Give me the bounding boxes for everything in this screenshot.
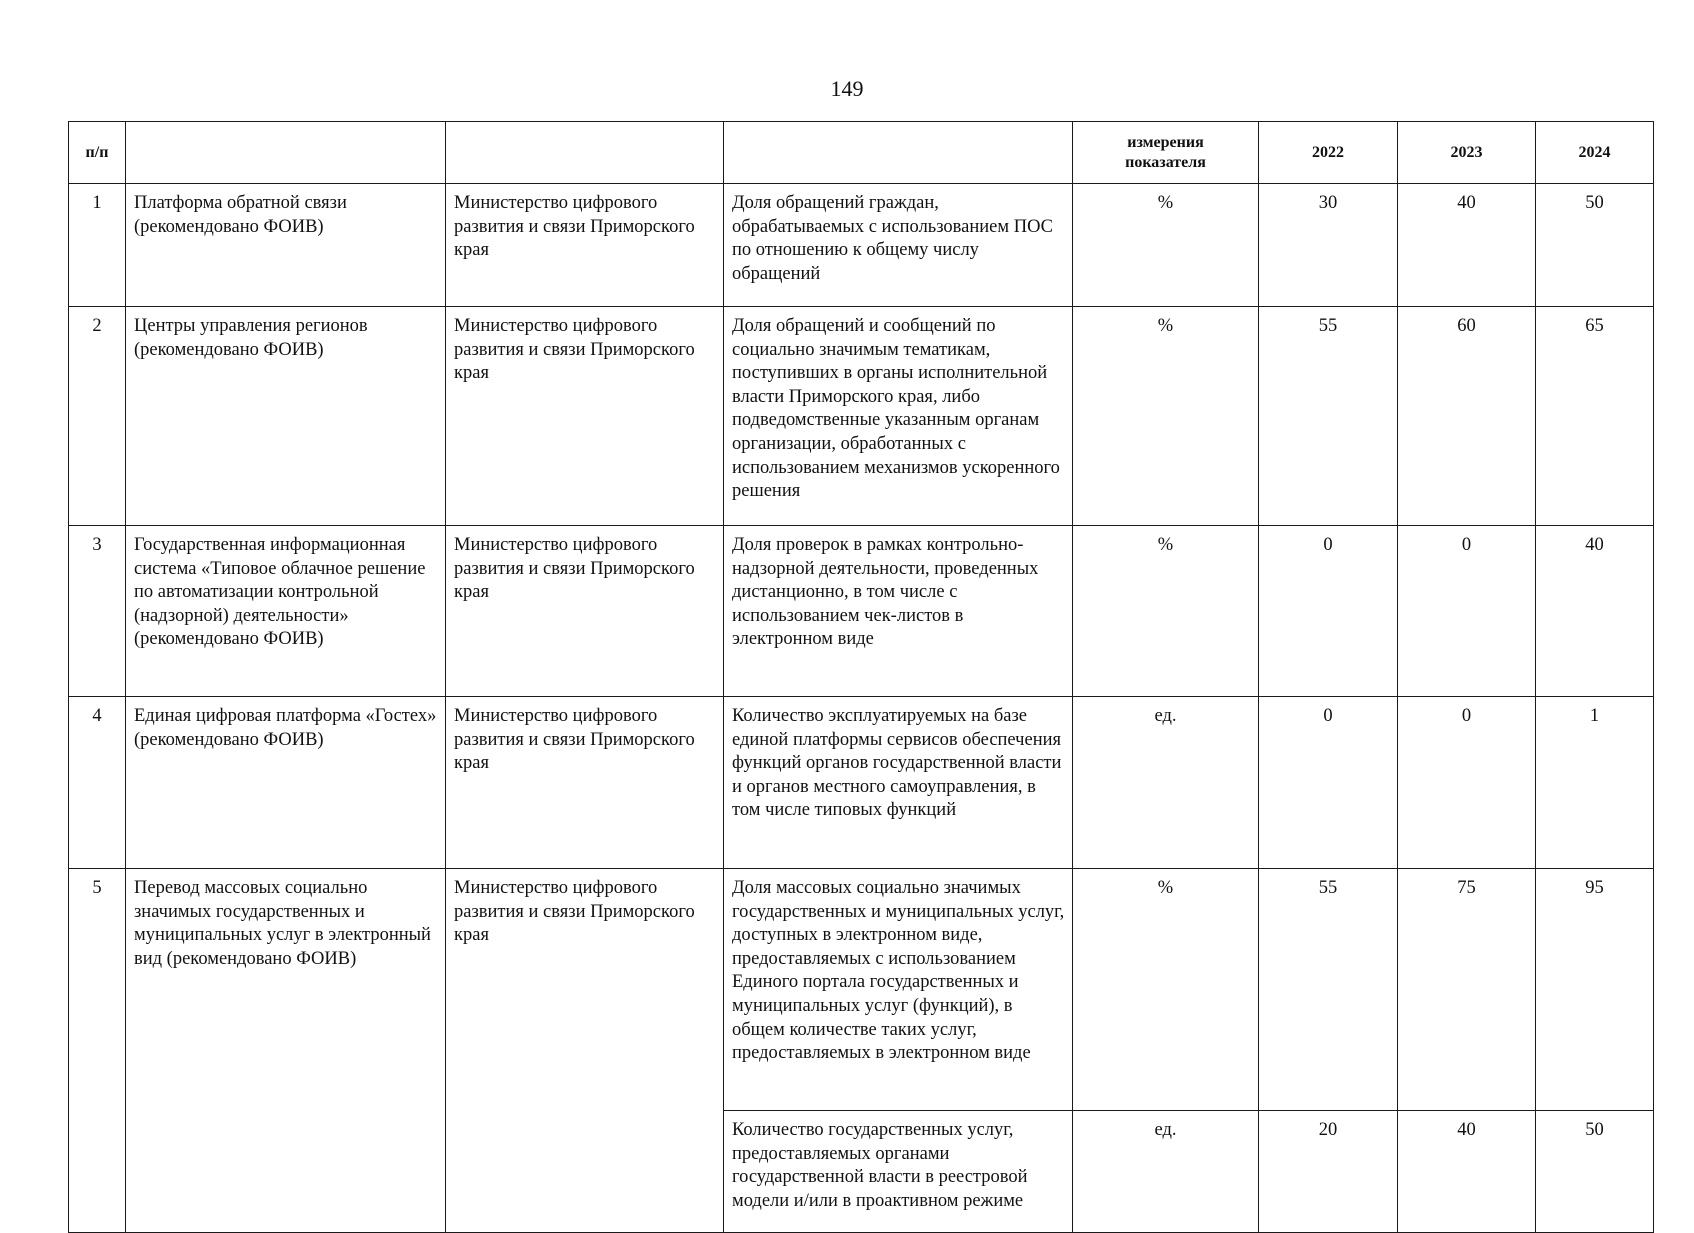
project-name: Центры управления регионов (рекомендовано ФОИВ)	[126, 307, 446, 526]
indicator-text: Доля массовых социально значимых государственных и муниципальных услуг, доступных в электронном виде, предоставляемых с использованием Единого портала государственных и муниципальных услуг (функций), в общем количестве таких услуг, предоставляемых в электронном виде	[724, 869, 1073, 1111]
indicator-text: Доля обращений и сообщений по социально значимым тематикам, поступивших в органы исполнительной власти Приморского края, либо подведомственные указанным органам организации, обработанных с использованием механизмов ускоренного решения	[724, 307, 1073, 526]
value-2023: 40	[1398, 184, 1536, 307]
ministry-name: Министерство цифрового развития и связи Приморского края	[446, 697, 724, 869]
value-2024: 50	[1536, 184, 1654, 307]
header-number: п/п	[69, 122, 126, 184]
unit-cell: %	[1073, 869, 1259, 1111]
value-2023: 75	[1398, 869, 1536, 1111]
value-2023: 0	[1398, 697, 1536, 869]
unit-cell: %	[1073, 307, 1259, 526]
unit-cell: %	[1073, 526, 1259, 697]
table-row	[69, 869, 1654, 1111]
indicator-text: Количество государственных услуг, предоставляемых органами государственной власти в реестровой модели и/или в проактивном режиме	[724, 1111, 1073, 1233]
table-row	[69, 697, 1654, 869]
ministry-name: Министерство цифрового развития и связи Приморского края	[446, 526, 724, 697]
unit-cell: ед.	[1073, 697, 1259, 869]
ministry-name: Министерство цифрового развития и связи Приморского края	[446, 307, 724, 526]
header-unit-line2: показателя	[1125, 153, 1206, 171]
row-number: 3	[69, 526, 126, 697]
value-2024: 1	[1536, 697, 1654, 869]
header-2024: 2024	[1536, 122, 1654, 184]
table-row	[69, 184, 1654, 307]
value-2022: 55	[1259, 869, 1398, 1111]
value-2024: 40	[1536, 526, 1654, 697]
value-2024: 95	[1536, 869, 1654, 1111]
header-2023: 2023	[1398, 122, 1536, 184]
header-unit-line1: измерения	[1127, 133, 1204, 151]
ministry-name: Министерство цифрового развития и связи Приморского края	[446, 184, 724, 307]
unit-cell: ед.	[1073, 1111, 1259, 1233]
ministry-name: Министерство цифрового развития и связи Приморского края	[446, 869, 724, 1233]
indicator-text: Доля обращений граждан, обрабатываемых с использованием ПОС по отношению к общему числу обращений	[724, 184, 1073, 307]
value-2022: 55	[1259, 307, 1398, 526]
header-2022: 2022	[1259, 122, 1398, 184]
value-2024: 50	[1536, 1111, 1654, 1233]
value-2022: 0	[1259, 526, 1398, 697]
header-indicator	[724, 122, 1073, 184]
header-ministry	[446, 122, 724, 184]
table-row	[69, 526, 1654, 697]
table-row	[69, 307, 1654, 526]
value-2022: 30	[1259, 184, 1398, 307]
unit-cell: %	[1073, 184, 1259, 307]
row-number: 1	[69, 184, 126, 307]
value-2023: 0	[1398, 526, 1536, 697]
project-name: Единая цифровая платформа «Гостех» (рекомендовано ФОИВ)	[126, 697, 446, 869]
indicator-text: Количество эксплуатируемых на базе единой платформы сервисов обеспечения функций органов государственной власти и органов местного самоуправления, в том числе типовых функций	[724, 697, 1073, 869]
project-name: Платформа обратной связи (рекомендовано ФОИВ)	[126, 184, 446, 307]
page-number: 149	[830, 76, 864, 101]
value-2024: 65	[1536, 307, 1654, 526]
row-number: 5	[69, 869, 126, 1233]
project-name: Перевод массовых социально значимых государственных и муниципальных услуг в электронный вид (рекомендовано ФОИВ)	[126, 869, 446, 1233]
indicators-table	[68, 121, 1654, 1233]
row-number: 2	[69, 307, 126, 526]
header-name	[126, 122, 446, 184]
row-number: 4	[69, 697, 126, 869]
header-unit	[1073, 122, 1259, 184]
value-2023: 40	[1398, 1111, 1536, 1233]
value-2023: 60	[1398, 307, 1536, 526]
value-2022: 0	[1259, 697, 1398, 869]
table-header-row	[69, 122, 1654, 184]
indicator-text: Доля проверок в рамках контрольно-надзорной деятельности, проведенных дистанционно, в том числе с использованием чек-листов в электронном виде	[724, 526, 1073, 697]
project-name: Государственная информационная система «Типовое облачное решение по автоматизации контрольной (надзорной) деятельности» (рекомендовано ФОИВ)	[126, 526, 446, 697]
value-2022: 20	[1259, 1111, 1398, 1233]
